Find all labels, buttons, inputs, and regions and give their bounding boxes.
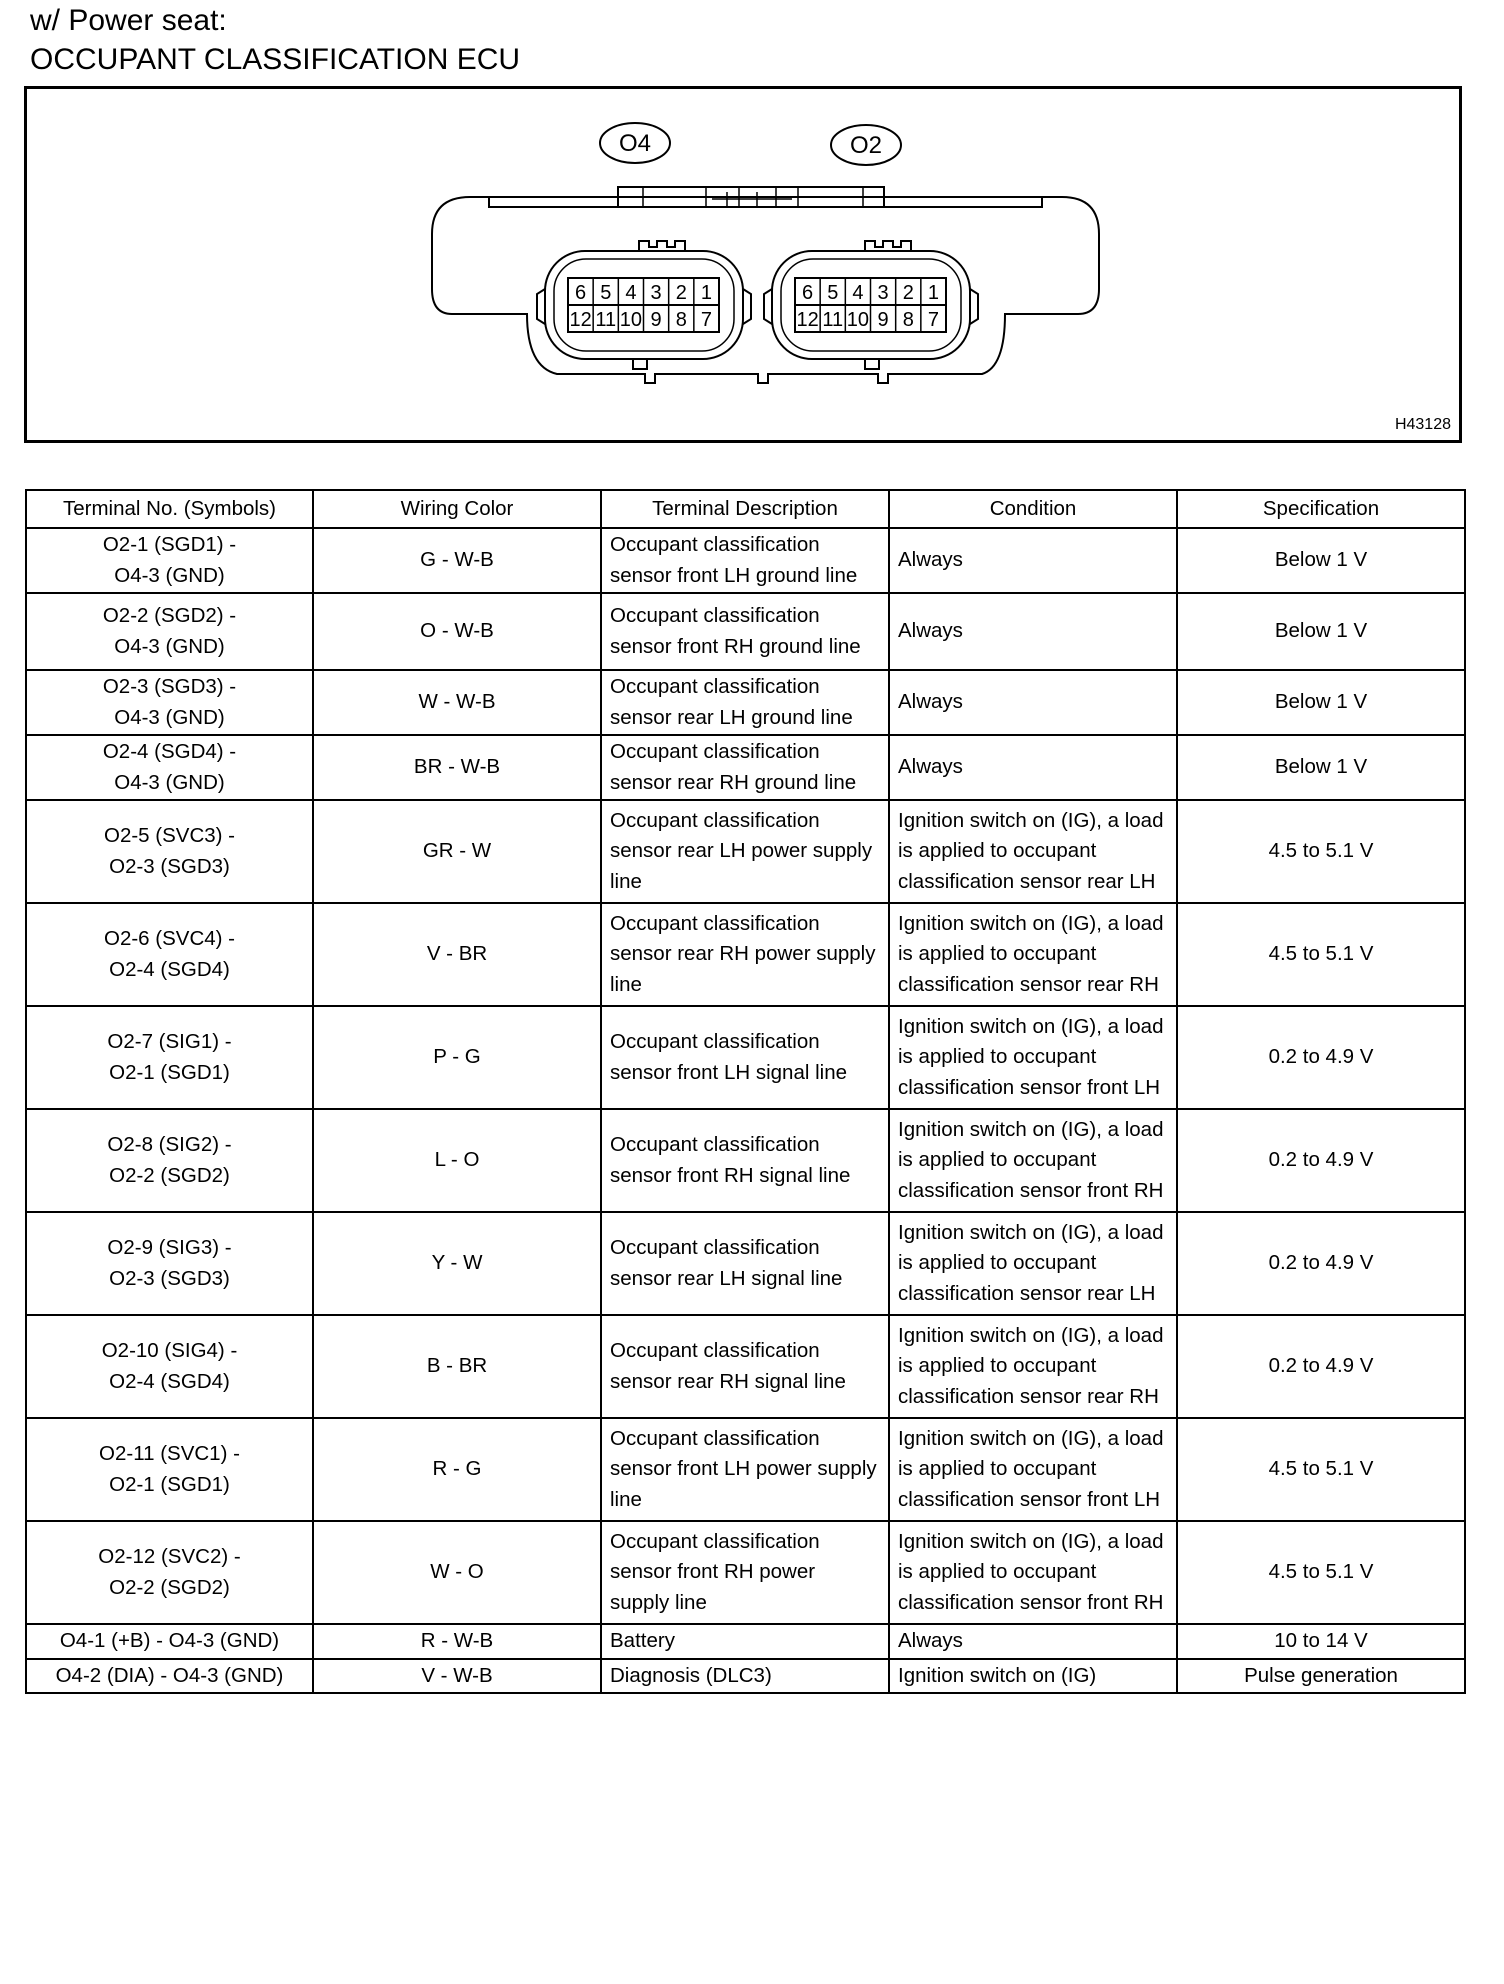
table-row	[26, 1521, 1465, 1624]
cell-wiring-color: O - W-B	[313, 593, 601, 670]
cell-condition: Always	[889, 1624, 1177, 1659]
cell-description: Occupant classification sensor rear LH signal line	[601, 1212, 889, 1315]
table-row	[26, 670, 1465, 735]
header-terminal-description: Terminal Description	[601, 490, 889, 528]
terminal-to: O2-1 (SGD1)	[109, 1060, 230, 1084]
connector-pin-label: 1	[700, 282, 712, 304]
cell-wiring-color: B - BR	[313, 1315, 601, 1418]
cell-condition: Always	[889, 593, 1177, 670]
cell-terminal	[26, 1521, 313, 1624]
connector-pin-label: 10	[619, 309, 643, 331]
connector-pin-label: 8	[675, 309, 687, 331]
connector-pin-label: 11	[595, 309, 617, 331]
table-row	[26, 1006, 1465, 1109]
cell-description: Occupant classification sensor front RH power supply line	[601, 1521, 889, 1624]
cell-terminal	[26, 800, 313, 903]
terminal-to: O2-2 (SGD2)	[109, 1163, 230, 1187]
terminal-to: O2-4 (SGD4)	[109, 1369, 230, 1393]
terminal-to: O2-1 (SGD1)	[109, 1472, 230, 1496]
terminal-to: O2-4 (SGD4)	[109, 957, 230, 981]
connector-pin-label: 9	[650, 309, 662, 331]
cell-wiring-color: R - W-B	[313, 1624, 601, 1659]
cell-specification: 4.5 to 5.1 V	[1177, 1418, 1465, 1521]
terminal-to: O2-2 (SGD2)	[109, 1575, 230, 1599]
cell-wiring-color: GR - W	[313, 800, 601, 903]
cell-terminal	[26, 735, 313, 800]
cell-specification: Below 1 V	[1177, 593, 1465, 670]
terminal-to: O4-3 (GND)	[114, 705, 225, 729]
figure-code: H43128	[1394, 416, 1451, 433]
cell-specification: 4.5 to 5.1 V	[1177, 1521, 1465, 1624]
table-header-row	[26, 490, 1465, 528]
connector-pin-label: 8	[902, 309, 914, 331]
cell-wiring-color: R - G	[313, 1418, 601, 1521]
ecu-connector-drawing	[27, 89, 1459, 440]
cell-condition: Always	[889, 670, 1177, 735]
cell-wiring-color: W - O	[313, 1521, 601, 1624]
cell-description: Occupant classification sensor front RH ground line	[601, 593, 889, 670]
connector-pin-label: 2	[902, 282, 914, 304]
cell-specification: 0.2 to 4.9 V	[1177, 1315, 1465, 1418]
table-row	[26, 903, 1465, 1006]
table-row	[26, 1659, 1465, 1694]
terminal-from: O2-5 (SVC3) -	[104, 824, 235, 847]
cell-specification: Pulse generation	[1177, 1659, 1465, 1694]
cell-wiring-color: V - BR	[313, 903, 601, 1006]
ecu-housing-outline	[432, 197, 1099, 383]
cell-description: Occupant classification sensor front RH signal line	[601, 1109, 889, 1212]
connector-pin-label: 2	[675, 282, 687, 304]
table-row	[26, 1212, 1465, 1315]
cell-description: Occupant classification sensor front LH power supply line	[601, 1418, 889, 1521]
connector-pin-label: 6	[575, 282, 587, 304]
connector-pin-label: 11	[822, 309, 844, 331]
connector-pin-label: 6	[802, 282, 814, 304]
table-row	[26, 800, 1465, 903]
cell-terminal	[26, 593, 313, 670]
cell-wiring-color: L - O	[313, 1109, 601, 1212]
cell-wiring-color: V - W-B	[313, 1659, 601, 1694]
header-wiring-color: Wiring Color	[313, 490, 601, 528]
cell-condition: Ignition switch on (IG)	[889, 1659, 1177, 1694]
header-specification: Specification	[1177, 490, 1465, 528]
table-row	[26, 1418, 1465, 1521]
cell-condition: Ignition switch on (IG), a load is applied to occupant classification sensor rear RH	[889, 903, 1177, 1006]
connector-pin-label: 12	[569, 309, 592, 331]
cell-terminal	[26, 670, 313, 735]
connector-o4	[537, 123, 751, 369]
cell-description: Occupant classification sensor rear LH power supply line	[601, 800, 889, 903]
cell-description: Occupant classification sensor rear LH ground line	[601, 670, 889, 735]
subtitle-power-seat: w/ Power seat:	[30, 4, 227, 37]
cell-specification: 10 to 14 V	[1177, 1624, 1465, 1659]
table-row	[26, 1109, 1465, 1212]
connector-pin-label: 5	[827, 282, 839, 304]
cell-terminal	[26, 1109, 313, 1212]
terminal-to: O2-3 (SGD3)	[109, 854, 230, 878]
cell-terminal	[26, 1315, 313, 1418]
connector-pin-label: 7	[700, 309, 712, 331]
terminal-from: O2-3 (SGD3) -	[102, 675, 237, 698]
connector-pin-label: 10	[846, 309, 870, 331]
connector-pin-label: 7	[927, 309, 939, 331]
cell-wiring-color: G - W-B	[313, 528, 601, 593]
connector-pin-label: 4	[625, 282, 637, 304]
cell-specification: 4.5 to 5.1 V	[1177, 903, 1465, 1006]
cell-wiring-color: BR - W-B	[313, 735, 601, 800]
cell-terminal	[26, 1418, 313, 1521]
terminal-from: O2-4 (SGD4) -	[102, 740, 237, 763]
cell-condition: Ignition switch on (IG), a load is applied to occupant classification sensor front LH	[889, 1006, 1177, 1109]
terminal-from: O2-1 (SGD1) -	[102, 533, 237, 556]
terminal-from: O2-10 (SIG4) -	[101, 1339, 238, 1362]
cell-specification: 0.2 to 4.9 V	[1177, 1109, 1465, 1212]
cell-description: Occupant classification sensor front LH signal line	[601, 1006, 889, 1109]
terminal-spec-table	[25, 489, 1466, 1694]
terminal-from: O2-11 (SVC1) -	[99, 1442, 240, 1465]
table-row	[26, 1624, 1465, 1659]
connector-pin-label: 3	[650, 282, 662, 304]
connector-pin-label: 1	[927, 282, 939, 304]
cell-description: Occupant classification sensor rear RH signal line	[601, 1315, 889, 1418]
header-terminal: Terminal No. (Symbols)	[26, 490, 313, 528]
cell-terminal	[26, 1212, 313, 1315]
terminal-to: O4-3 (GND)	[114, 563, 225, 587]
cell-condition: Always	[889, 528, 1177, 593]
cell-description: Battery	[601, 1624, 889, 1659]
connector-o2	[764, 125, 978, 369]
terminal-from: O2-12 (SVC2) -	[98, 1545, 241, 1568]
cell-specification: Below 1 V	[1177, 735, 1465, 800]
cell-condition: Ignition switch on (IG), a load is applied to occupant classification sensor rear LH	[889, 800, 1177, 903]
terminal-from: O2-2 (SGD2) -	[102, 604, 237, 627]
table-row	[26, 735, 1465, 800]
terminal-from: O4-2 (DIA) - O4-3 (GND)	[55, 1663, 284, 1687]
connector-pin-label: 12	[796, 309, 819, 331]
terminal-from: O2-7 (SIG1) -	[107, 1030, 232, 1053]
cell-condition: Always	[889, 735, 1177, 800]
cell-specification: Below 1 V	[1177, 528, 1465, 593]
connector-diagram	[24, 86, 1462, 443]
cell-terminal	[26, 1659, 313, 1694]
cell-wiring-color: Y - W	[313, 1212, 601, 1315]
cell-condition: Ignition switch on (IG), a load is applied to occupant classification sensor rear RH	[889, 1315, 1177, 1418]
cell-specification: 0.2 to 4.9 V	[1177, 1006, 1465, 1109]
cell-description: Diagnosis (DLC3)	[601, 1659, 889, 1694]
cell-description: Occupant classification sensor front LH ground line	[601, 528, 889, 593]
connector-o4-label: O4	[618, 130, 652, 157]
cell-condition: Ignition switch on (IG), a load is applied to occupant classification sensor front RH	[889, 1521, 1177, 1624]
connector-pin-label: 4	[852, 282, 864, 304]
cell-condition: Ignition switch on (IG), a load is applied to occupant classification sensor front RH	[889, 1109, 1177, 1212]
table-row	[26, 593, 1465, 670]
terminal-from: O4-1 (+B) - O4-3 (GND)	[59, 1629, 280, 1652]
cell-wiring-color: W - W-B	[313, 670, 601, 735]
table-row	[26, 1315, 1465, 1418]
cell-terminal	[26, 528, 313, 593]
cell-terminal	[26, 1006, 313, 1109]
cell-terminal	[26, 1624, 313, 1659]
cell-terminal	[26, 903, 313, 1006]
terminal-from: O2-9 (SIG3) -	[107, 1236, 232, 1259]
terminal-to: O4-3 (GND)	[114, 634, 225, 658]
header-condition: Condition	[889, 490, 1177, 528]
connector-pin-label: 5	[600, 282, 612, 304]
cell-description: Occupant classification sensor rear RH ground line	[601, 735, 889, 800]
connector-o2-label: O2	[849, 132, 883, 159]
cell-description: Occupant classification sensor rear RH power supply line	[601, 903, 889, 1006]
connector-pin-label: 3	[877, 282, 889, 304]
cell-specification: 4.5 to 5.1 V	[1177, 800, 1465, 903]
cell-specification: 0.2 to 4.9 V	[1177, 1212, 1465, 1315]
terminal-to: O2-3 (SGD3)	[109, 1266, 230, 1290]
page-title: OCCUPANT CLASSIFICATION ECU	[30, 43, 521, 76]
cell-condition: Ignition switch on (IG), a load is applied to occupant classification sensor rear LH	[889, 1212, 1177, 1315]
terminal-to: O4-3 (GND)	[114, 770, 225, 794]
cell-condition: Ignition switch on (IG), a load is applied to occupant classification sensor front LH	[889, 1418, 1177, 1521]
table-row	[26, 528, 1465, 593]
connector-pin-label: 9	[877, 309, 889, 331]
terminal-from: O2-8 (SIG2) -	[107, 1133, 232, 1156]
terminal-from: O2-6 (SVC4) -	[104, 927, 235, 950]
cell-wiring-color: P - G	[313, 1006, 601, 1109]
cell-specification: Below 1 V	[1177, 670, 1465, 735]
